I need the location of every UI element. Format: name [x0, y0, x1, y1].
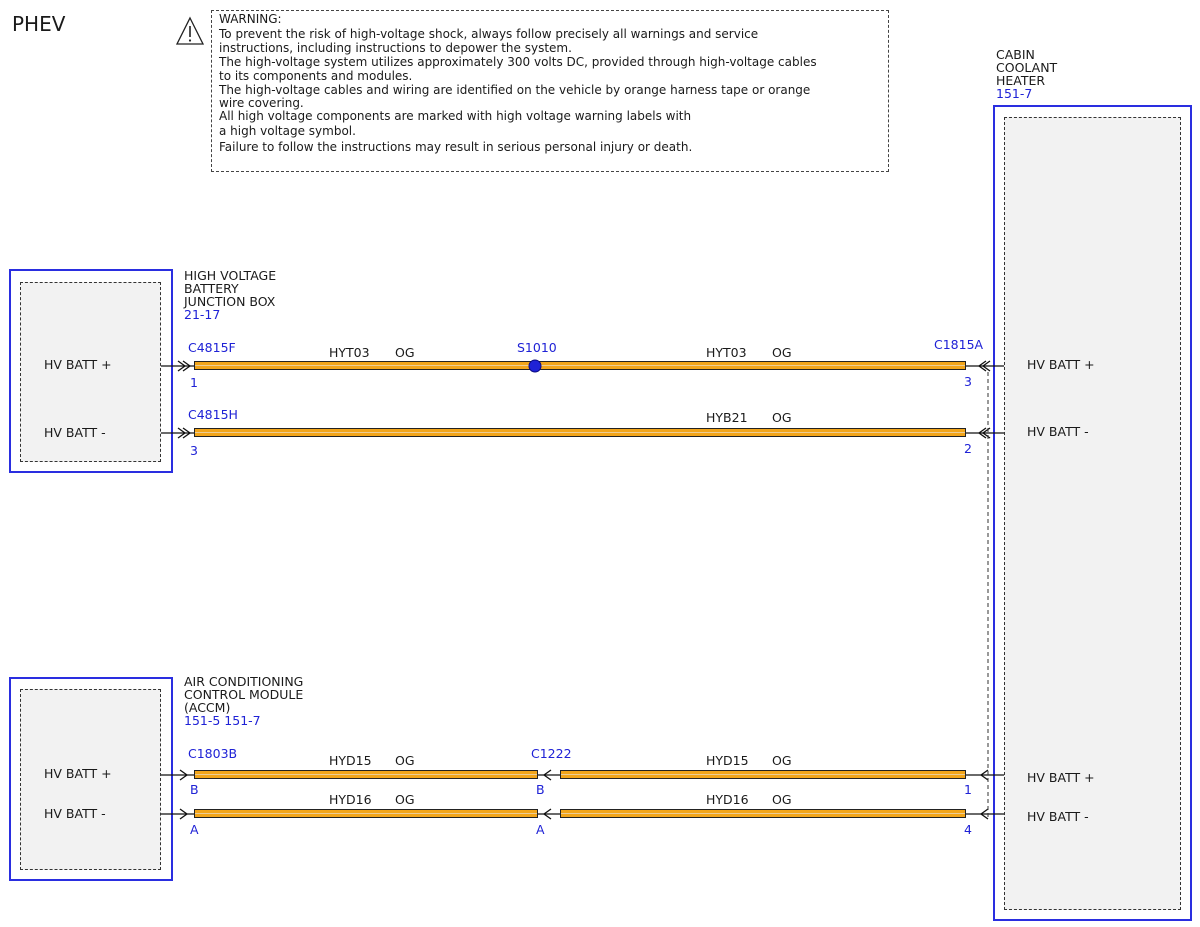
warning-heading: WARNING: — [219, 12, 282, 26]
jb-ref-link[interactable]: 21-17 — [184, 307, 221, 322]
pin-label: 4 — [964, 822, 972, 837]
warning-line: All high voltage components are marked with high voltage warning labels with — [219, 109, 692, 123]
pin-label: B — [190, 782, 199, 797]
accm-pin-hv-batt-pos: HV BATT + — [44, 766, 112, 781]
page-title: PHEV — [12, 12, 66, 36]
circuit-id: HYD15 — [329, 753, 372, 768]
circuit-id: HYT03 — [706, 345, 747, 360]
pin-label: A — [536, 822, 545, 837]
circuit-color: OG — [772, 410, 792, 425]
connector-c1803b[interactable]: C1803B — [188, 746, 238, 761]
accm-pin-hv-batt-neg: HV BATT - — [44, 806, 106, 821]
accm-name-line: AIR CONDITIONING — [184, 674, 304, 689]
heater-ref-link[interactable]: 151-7 — [996, 86, 1033, 101]
connector-c1815a[interactable]: C1815A — [934, 337, 984, 352]
circuit-id: HYB21 — [706, 410, 748, 425]
circuit-color: OG — [395, 345, 415, 360]
warning-line: a high voltage symbol. — [219, 124, 356, 138]
heater-pin-hv-batt-neg: HV BATT - — [1027, 809, 1089, 824]
warning-line: The high-voltage system utilizes approximately 300 volts DC, provided through high-voltage cables — [219, 55, 817, 69]
splice-s1010[interactable]: S1010 — [517, 340, 557, 355]
jb-pin-hv-batt-neg: HV BATT - — [44, 425, 106, 440]
circuit-id: HYD16 — [329, 792, 372, 807]
pin-label: 3 — [964, 374, 972, 389]
heater-pin-hv-batt-neg: HV BATT - — [1027, 424, 1089, 439]
jb-name-line: JUNCTION BOX — [184, 294, 276, 309]
heater-pin-hv-batt-pos: HV BATT + — [1027, 770, 1095, 785]
heater-name-line: COOLANT — [996, 60, 1058, 75]
circuit-color: OG — [395, 792, 415, 807]
pin-label: 3 — [190, 443, 198, 458]
pin-label: A — [190, 822, 199, 837]
circuit-color: OG — [772, 792, 792, 807]
jb-name-line: HIGH VOLTAGE — [184, 268, 277, 283]
accm-name-line: CONTROL MODULE — [184, 687, 304, 702]
heater-name-line: HEATER — [996, 73, 1046, 88]
heater-name-line: CABIN — [996, 47, 1035, 62]
connector-c1222[interactable]: C1222 — [531, 746, 572, 761]
accm-name-line: (ACCM) — [184, 700, 231, 715]
pin-label: 1 — [190, 375, 198, 390]
circuit-id: HYT03 — [329, 345, 370, 360]
warning-line: Failure to follow the instructions may result in serious personal injury or death. — [219, 140, 693, 154]
accm-ref-link[interactable]: 151-5 151-7 — [184, 713, 261, 728]
heater-pin-hv-batt-pos: HV BATT + — [1027, 357, 1095, 372]
circuit-id: HYD15 — [706, 753, 749, 768]
circuit-color: OG — [772, 753, 792, 768]
warning-line: The high-voltage cables and wiring are identified on the vehicle by orange harness tape or orange — [219, 83, 811, 97]
connector-c4815h[interactable]: C4815H — [188, 407, 238, 422]
pin-label: B — [536, 782, 545, 797]
jb-pin-hv-batt-pos: HV BATT + — [44, 357, 112, 372]
warning-line: To prevent the risk of high-voltage shock, always follow precisely all warnings and service — [219, 27, 759, 41]
warning-line: to its components and modules. — [219, 69, 413, 83]
warning-line: instructions, including instructions to depower the system. — [219, 41, 572, 55]
jb-name-line: BATTERY — [184, 281, 239, 296]
circuit-color: OG — [395, 753, 415, 768]
circuit-color: OG — [772, 345, 792, 360]
warning-line: wire covering. — [219, 96, 304, 110]
circuit-id: HYD16 — [706, 792, 749, 807]
connector-c4815f[interactable]: C4815F — [188, 340, 236, 355]
pin-label: 1 — [964, 782, 972, 797]
pin-label: 2 — [964, 441, 972, 456]
